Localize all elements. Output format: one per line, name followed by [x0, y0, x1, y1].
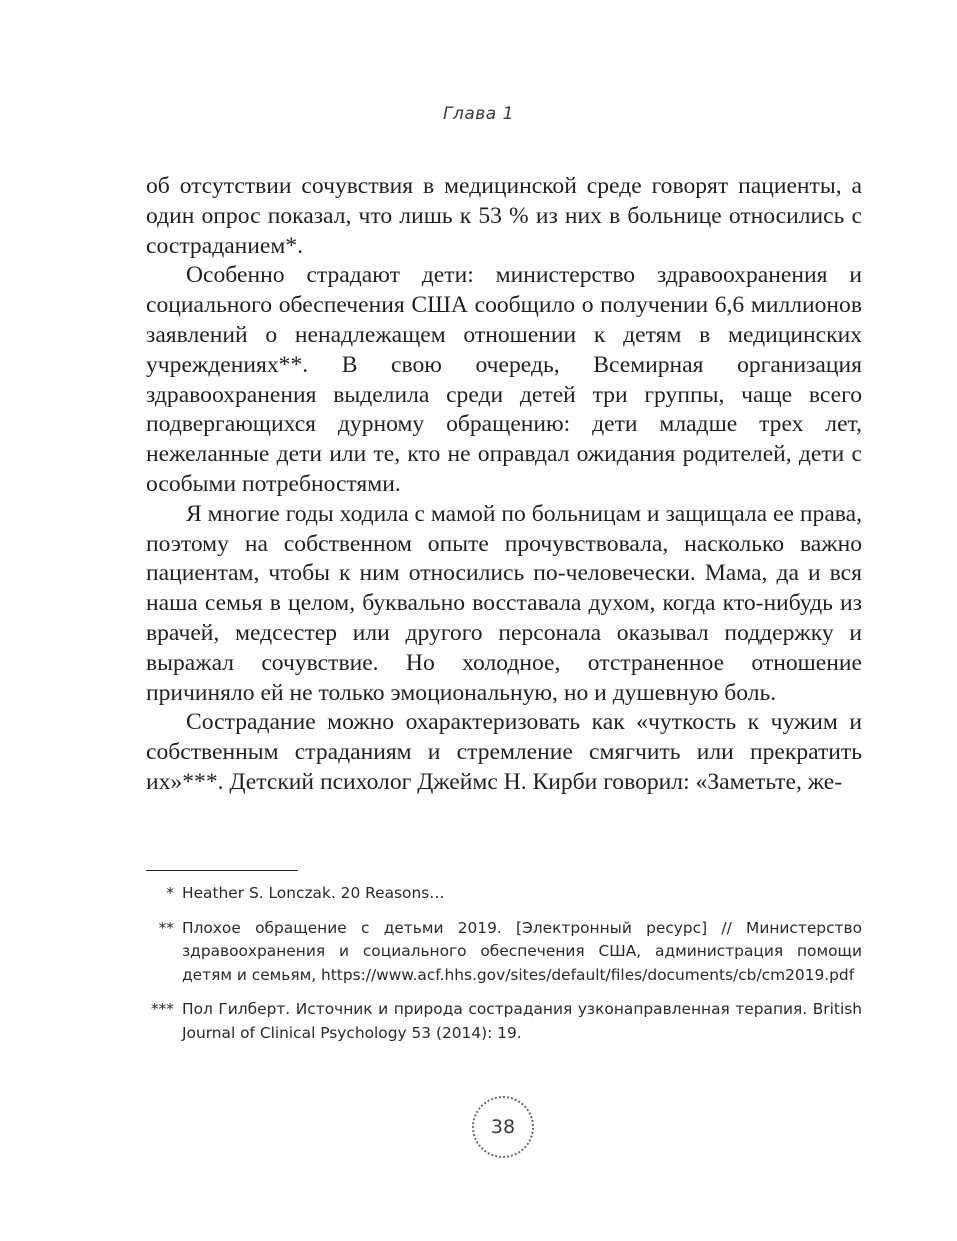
footnotes	[146, 882, 862, 1056]
running-head: Глава 1	[443, 104, 514, 124]
paragraph: Сострадание можно охарактеризовать как «чуткость к чужим и собственным страданиям и стремление смягчить или прекратить их»***. Детский психолог Джеймс Н. Кирби говорил: «Заметьте, же-	[146, 709, 862, 795]
page-number: 38	[490, 1116, 516, 1138]
footnote-text: Плохое обращение с детьми 2019. [Электронный ресурс] // Министерство здравоохранения и социального обеспечения США, администрация помощи детям и семьям, https://www.acf.hhs.gov/sites/default/files/documents/cb/cm2019.pdf	[182, 918, 862, 984]
footnote-mark: **	[158, 918, 174, 937]
footnote-divider	[146, 870, 298, 871]
body-text	[146, 172, 862, 798]
footnote-mark: *	[166, 884, 174, 902]
footnote-mark: ***	[150, 1000, 174, 1018]
paragraph: об отсутствии сочувствия в медицинской среде говорят пациенты, а один опрос показал, что лишь к 53 % из них в больнице относились с состраданием*.	[146, 173, 862, 259]
paragraph: Я многие годы ходила с мамой по больницам и защищала ее права, поэтому на собственном опыте прочувствовала, насколько важно пациентам, чтобы к ним относились по-человечески. Мама, да и вся наша семья в целом, буквально восставала духом, когда кто-нибудь из врачей, медсестер или другого персонала оказывал поддержку и выражал сочувствие. Но холодное, отстраненное отношение причиняло ей не только эмоциональную, но и душевную боль.	[146, 500, 862, 706]
footnote	[146, 882, 862, 906]
footnote	[146, 998, 862, 1045]
footnote-text: Heather S. Lonczak. 20 Reasons…	[182, 884, 445, 902]
paragraph: Особенно страдают дети: министерство здравоохранения и социального обеспечения США сообщило о получении 6,6 миллионов заявлений о ненадлежащем отношении к детям в медицинских учреждениях**. В свою очередь, Всемирная организация здравоохранения выделила среди детей три группы, чаще всего подвергающихся дурному обращению: дети младше трех лет, нежеланные дети или те, кто не оправдал ожидания родителей, дети с особыми потребностями.	[146, 262, 862, 497]
footnote	[146, 917, 862, 988]
page-number-badge	[472, 1096, 534, 1158]
footnote-text: Пол Гилберт. Источник и природа сострадания узконаправленная терапия. British Journal of Clinical Psychology 53 (2014): 19.	[182, 1000, 862, 1042]
